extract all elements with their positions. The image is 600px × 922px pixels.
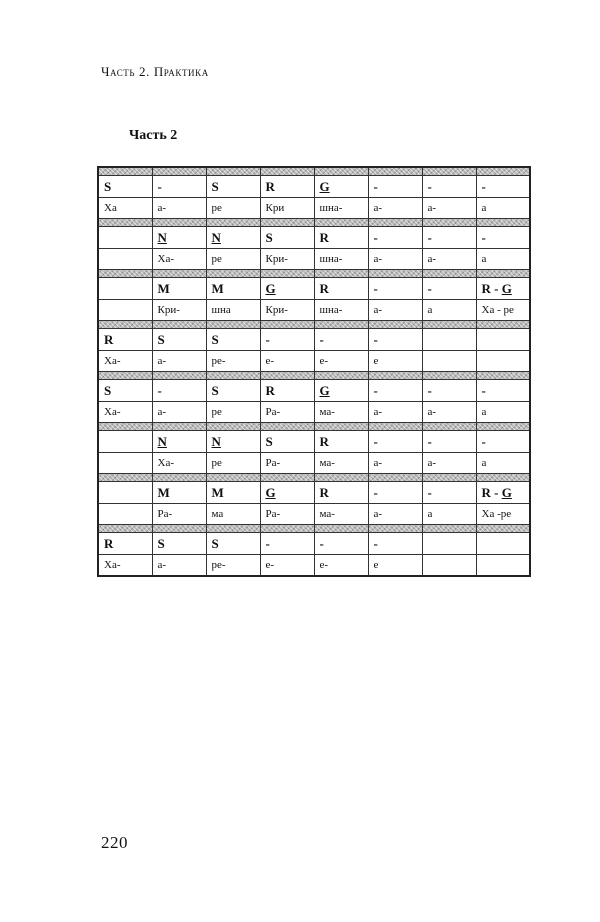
- note-cell: [368, 380, 422, 402]
- syllable-cell: ма: [206, 504, 260, 525]
- note-cell: [206, 227, 260, 249]
- page-number: 220: [101, 833, 128, 852]
- note-cell: [368, 431, 422, 453]
- shaded-separator: [98, 270, 530, 278]
- syllable-cell: а-: [368, 402, 422, 423]
- shaded-separator: [98, 423, 530, 431]
- separator-cell: [422, 525, 476, 533]
- syllable-row: [98, 300, 530, 321]
- separator-cell: [314, 423, 368, 431]
- note-cell: [206, 329, 260, 351]
- separator-cell: [260, 423, 314, 431]
- shaded-separator: [98, 321, 530, 329]
- note-symbol: -: [427, 382, 432, 398]
- note-symbol: R: [319, 229, 329, 245]
- section-title: Часть 2: [129, 128, 178, 143]
- separator-cell: [422, 372, 476, 380]
- syllable-cell: а-: [368, 198, 422, 219]
- note-row: [98, 329, 530, 351]
- note-symbol: M: [211, 280, 224, 296]
- notation-table: [97, 166, 531, 577]
- note-symbol: S: [211, 178, 219, 194]
- note-symbol: S: [265, 433, 273, 449]
- note-cell: [314, 176, 368, 198]
- note-row: [98, 533, 530, 555]
- note-symbol: -: [265, 331, 270, 347]
- note-row: [98, 227, 530, 249]
- note-symbol: -: [373, 535, 378, 551]
- separator-cell: [260, 219, 314, 227]
- syllable-cell: Кри-: [260, 300, 314, 321]
- shaded-separator: [98, 525, 530, 533]
- syllable-cell: а: [476, 453, 530, 474]
- note-cell: [152, 278, 206, 300]
- separator-cell: [98, 321, 152, 329]
- note-symbol: -: [373, 331, 378, 347]
- note-symbol: R: [319, 433, 329, 449]
- note-cell: [368, 533, 422, 555]
- note-cell: [476, 533, 530, 555]
- syllable-cell: [476, 555, 530, 577]
- note-symbol: G: [501, 280, 512, 296]
- syllable-cell: [98, 300, 152, 321]
- syllable-cell: Ха - ре: [476, 300, 530, 321]
- separator-cell: [314, 525, 368, 533]
- note-symbol: S: [211, 535, 219, 551]
- syllable-cell: а: [476, 249, 530, 270]
- syllable-cell: шна-: [314, 249, 368, 270]
- separator-cell: [368, 474, 422, 482]
- syllable-cell: шна: [206, 300, 260, 321]
- note-symbol: R: [265, 382, 275, 398]
- syllable-cell: Кри-: [152, 300, 206, 321]
- note-symbol: G: [501, 484, 512, 500]
- syllable-cell: е-: [260, 351, 314, 372]
- separator-cell: [152, 219, 206, 227]
- note-symbol: -: [481, 433, 486, 449]
- note-symbol: N: [211, 229, 221, 245]
- separator-cell: [260, 525, 314, 533]
- note-cell: [422, 482, 476, 504]
- note-symbol: G: [319, 382, 330, 398]
- separator-cell: [260, 372, 314, 380]
- separator-cell: [476, 423, 530, 431]
- separator-cell: [422, 270, 476, 278]
- note-symbol: -: [427, 178, 432, 194]
- syllable-cell: Ра-: [260, 402, 314, 423]
- note-cell: [314, 533, 368, 555]
- note-cell: [476, 431, 530, 453]
- separator-cell: [152, 525, 206, 533]
- separator-cell: [206, 474, 260, 482]
- note-cell: [368, 329, 422, 351]
- note-cell: [422, 329, 476, 351]
- shaded-separator: [98, 219, 530, 227]
- note-cell: [206, 431, 260, 453]
- note-cell: [260, 176, 314, 198]
- note-symbol: -: [319, 535, 324, 551]
- syllable-cell: а: [422, 504, 476, 525]
- separator-cell: [152, 167, 206, 176]
- note-cell: [476, 380, 530, 402]
- separator-cell: [314, 372, 368, 380]
- separator-cell: [206, 372, 260, 380]
- syllable-cell: е-: [260, 555, 314, 577]
- note-cell: [206, 278, 260, 300]
- separator-cell: [422, 219, 476, 227]
- note-cell: [368, 176, 422, 198]
- note-cell: [260, 533, 314, 555]
- syllable-row: [98, 198, 530, 219]
- note-cell: [422, 380, 476, 402]
- syllable-cell: Ха-: [98, 402, 152, 423]
- syllable-row: [98, 504, 530, 525]
- separator-cell: [98, 474, 152, 482]
- note-symbol: -: [427, 229, 432, 245]
- separator-cell: [98, 525, 152, 533]
- separator-cell: [98, 423, 152, 431]
- syllable-cell: а-: [422, 249, 476, 270]
- note-symbol: -: [427, 280, 432, 296]
- syllable-cell: а: [476, 198, 530, 219]
- note-cell: [152, 482, 206, 504]
- note-symbol: -: [373, 280, 378, 296]
- separator-cell: [314, 270, 368, 278]
- note-symbol: M: [157, 280, 170, 296]
- syllable-cell: е: [368, 555, 422, 577]
- syllable-row: [98, 402, 530, 423]
- syllable-cell: ре: [206, 249, 260, 270]
- syllable-cell: ре-: [206, 351, 260, 372]
- syllable-cell: ма-: [314, 504, 368, 525]
- syllable-cell: а-: [368, 249, 422, 270]
- syllable-cell: а-: [422, 402, 476, 423]
- syllable-cell: а-: [368, 300, 422, 321]
- note-row: [98, 482, 530, 504]
- note-cell: [314, 431, 368, 453]
- syllable-cell: Ра-: [260, 504, 314, 525]
- note-symbol: -: [481, 229, 486, 245]
- note-symbol: R: [265, 178, 275, 194]
- separator-cell: [206, 525, 260, 533]
- syllable-row: [98, 555, 530, 577]
- note-symbol: -: [157, 382, 162, 398]
- separator-cell: [260, 321, 314, 329]
- note-cell: [260, 431, 314, 453]
- separator-cell: [422, 423, 476, 431]
- note-symbol: -: [481, 178, 486, 194]
- syllable-cell: ре: [206, 402, 260, 423]
- shaded-separator: [98, 372, 530, 380]
- note-cell: [476, 227, 530, 249]
- separator-cell: [152, 474, 206, 482]
- note-row: [98, 380, 530, 402]
- separator-cell: [368, 423, 422, 431]
- separator-cell: [98, 167, 152, 176]
- syllable-cell: а-: [368, 453, 422, 474]
- syllable-cell: е: [368, 351, 422, 372]
- note-symbol: S: [211, 331, 219, 347]
- syllable-cell: ре: [206, 198, 260, 219]
- syllable-cell: е-: [314, 555, 368, 577]
- note-cell: [314, 227, 368, 249]
- note-cell: [476, 482, 530, 504]
- note-cell: [314, 380, 368, 402]
- note-symbol: G: [265, 280, 276, 296]
- separator-cell: [368, 219, 422, 227]
- separator-cell: [368, 321, 422, 329]
- separator-cell: [476, 372, 530, 380]
- note-cell: [98, 431, 152, 453]
- separator-cell: [260, 270, 314, 278]
- separator-cell: [476, 219, 530, 227]
- note-symbol: M: [157, 484, 170, 500]
- note-symbol: -: [373, 433, 378, 449]
- syllable-cell: [98, 453, 152, 474]
- syllable-cell: [98, 504, 152, 525]
- note-cell: [206, 482, 260, 504]
- separator-cell: [314, 474, 368, 482]
- note-symbol: -: [373, 229, 378, 245]
- note-symbol: R -: [481, 280, 502, 296]
- syllable-cell: а: [476, 402, 530, 423]
- note-symbol: -: [157, 178, 162, 194]
- separator-cell: [206, 219, 260, 227]
- syllable-cell: [422, 351, 476, 372]
- note-symbol: R: [104, 535, 114, 551]
- separator-cell: [476, 474, 530, 482]
- syllable-cell: а-: [422, 453, 476, 474]
- note-cell: [260, 329, 314, 351]
- note-symbol: S: [157, 331, 165, 347]
- syllable-cell: ма-: [314, 453, 368, 474]
- note-symbol: S: [157, 535, 165, 551]
- separator-cell: [368, 372, 422, 380]
- note-cell: [98, 329, 152, 351]
- separator-cell: [98, 372, 152, 380]
- note-cell: [422, 431, 476, 453]
- note-row: [98, 278, 530, 300]
- note-cell: [422, 533, 476, 555]
- note-cell: [98, 278, 152, 300]
- note-cell: [152, 533, 206, 555]
- note-cell: [98, 176, 152, 198]
- syllable-cell: Ра-: [260, 453, 314, 474]
- syllable-cell: ре: [206, 453, 260, 474]
- note-cell: [152, 227, 206, 249]
- separator-cell: [98, 270, 152, 278]
- note-cell: [422, 227, 476, 249]
- separator-cell: [98, 219, 152, 227]
- separator-cell: [422, 321, 476, 329]
- syllable-cell: шна-: [314, 300, 368, 321]
- separator-cell: [152, 321, 206, 329]
- note-cell: [206, 380, 260, 402]
- syllable-cell: ма-: [314, 402, 368, 423]
- note-symbol: N: [157, 229, 167, 245]
- note-cell: [260, 380, 314, 402]
- separator-cell: [314, 321, 368, 329]
- note-symbol: G: [265, 484, 276, 500]
- syllable-cell: Ра-: [152, 504, 206, 525]
- note-symbol: -: [373, 484, 378, 500]
- separator-cell: [206, 321, 260, 329]
- note-symbol: -: [373, 178, 378, 194]
- separator-cell: [368, 270, 422, 278]
- separator-cell: [422, 474, 476, 482]
- note-cell: [422, 176, 476, 198]
- syllable-cell: Ха-: [98, 555, 152, 577]
- separator-cell: [152, 372, 206, 380]
- running-head: Часть 2. Практика: [101, 64, 209, 79]
- separator-cell: [476, 321, 530, 329]
- note-cell: [476, 329, 530, 351]
- separator-cell: [476, 525, 530, 533]
- note-cell: [206, 533, 260, 555]
- separator-cell: [206, 423, 260, 431]
- note-symbol: S: [265, 229, 273, 245]
- syllable-row: [98, 249, 530, 270]
- shaded-separator: [98, 474, 530, 482]
- note-symbol: S: [211, 382, 219, 398]
- note-symbol: R: [104, 331, 114, 347]
- note-cell: [152, 431, 206, 453]
- syllable-cell: Кри-: [260, 249, 314, 270]
- note-cell: [314, 482, 368, 504]
- note-cell: [98, 482, 152, 504]
- note-cell: [260, 482, 314, 504]
- note-symbol: R -: [481, 484, 502, 500]
- note-symbol: -: [265, 535, 270, 551]
- syllable-cell: а-: [152, 351, 206, 372]
- separator-cell: [422, 167, 476, 176]
- shaded-separator: [98, 167, 530, 176]
- note-symbol: -: [427, 484, 432, 500]
- separator-cell: [152, 270, 206, 278]
- syllable-cell: Кри: [260, 198, 314, 219]
- syllable-cell: Ха: [98, 198, 152, 219]
- note-symbol: -: [373, 382, 378, 398]
- syllable-cell: а: [422, 300, 476, 321]
- syllable-cell: а-: [152, 402, 206, 423]
- syllable-cell: Ха -ре: [476, 504, 530, 525]
- syllable-cell: [422, 555, 476, 577]
- separator-cell: [152, 423, 206, 431]
- note-cell: [98, 380, 152, 402]
- note-symbol: -: [481, 382, 486, 398]
- separator-cell: [314, 167, 368, 176]
- syllable-cell: [98, 249, 152, 270]
- note-cell: [260, 227, 314, 249]
- note-symbol: M: [211, 484, 224, 500]
- separator-cell: [476, 167, 530, 176]
- note-cell: [152, 380, 206, 402]
- syllable-cell: Ха-: [98, 351, 152, 372]
- separator-cell: [260, 474, 314, 482]
- note-symbol: S: [104, 382, 112, 398]
- note-cell: [314, 329, 368, 351]
- separator-cell: [368, 167, 422, 176]
- note-symbol: N: [157, 433, 167, 449]
- note-symbol: S: [104, 178, 112, 194]
- note-cell: [206, 176, 260, 198]
- syllable-cell: е-: [314, 351, 368, 372]
- separator-cell: [260, 167, 314, 176]
- note-cell: [422, 278, 476, 300]
- separator-cell: [206, 167, 260, 176]
- note-symbol: R: [319, 484, 329, 500]
- syllable-cell: ре-: [206, 555, 260, 577]
- note-cell: [152, 176, 206, 198]
- syllable-row: [98, 351, 530, 372]
- note-symbol: G: [319, 178, 330, 194]
- syllable-row: [98, 453, 530, 474]
- syllable-cell: [476, 351, 530, 372]
- separator-cell: [368, 525, 422, 533]
- syllable-cell: Ха-: [152, 453, 206, 474]
- syllable-cell: а-: [368, 504, 422, 525]
- separator-cell: [314, 219, 368, 227]
- note-symbol: -: [319, 331, 324, 347]
- syllable-cell: Ха-: [152, 249, 206, 270]
- separator-cell: [206, 270, 260, 278]
- note-cell: [368, 227, 422, 249]
- syllable-cell: а-: [152, 198, 206, 219]
- note-cell: [476, 278, 530, 300]
- syllable-cell: шна-: [314, 198, 368, 219]
- separator-cell: [476, 270, 530, 278]
- note-cell: [368, 482, 422, 504]
- note-symbol: -: [427, 433, 432, 449]
- syllable-cell: а-: [422, 198, 476, 219]
- note-row: [98, 176, 530, 198]
- note-cell: [152, 329, 206, 351]
- note-symbol: N: [211, 433, 221, 449]
- note-cell: [368, 278, 422, 300]
- note-cell: [260, 278, 314, 300]
- note-cell: [98, 533, 152, 555]
- note-cell: [476, 176, 530, 198]
- note-symbol: R: [319, 280, 329, 296]
- note-row: [98, 431, 530, 453]
- syllable-cell: а-: [152, 555, 206, 577]
- note-cell: [98, 227, 152, 249]
- note-cell: [314, 278, 368, 300]
